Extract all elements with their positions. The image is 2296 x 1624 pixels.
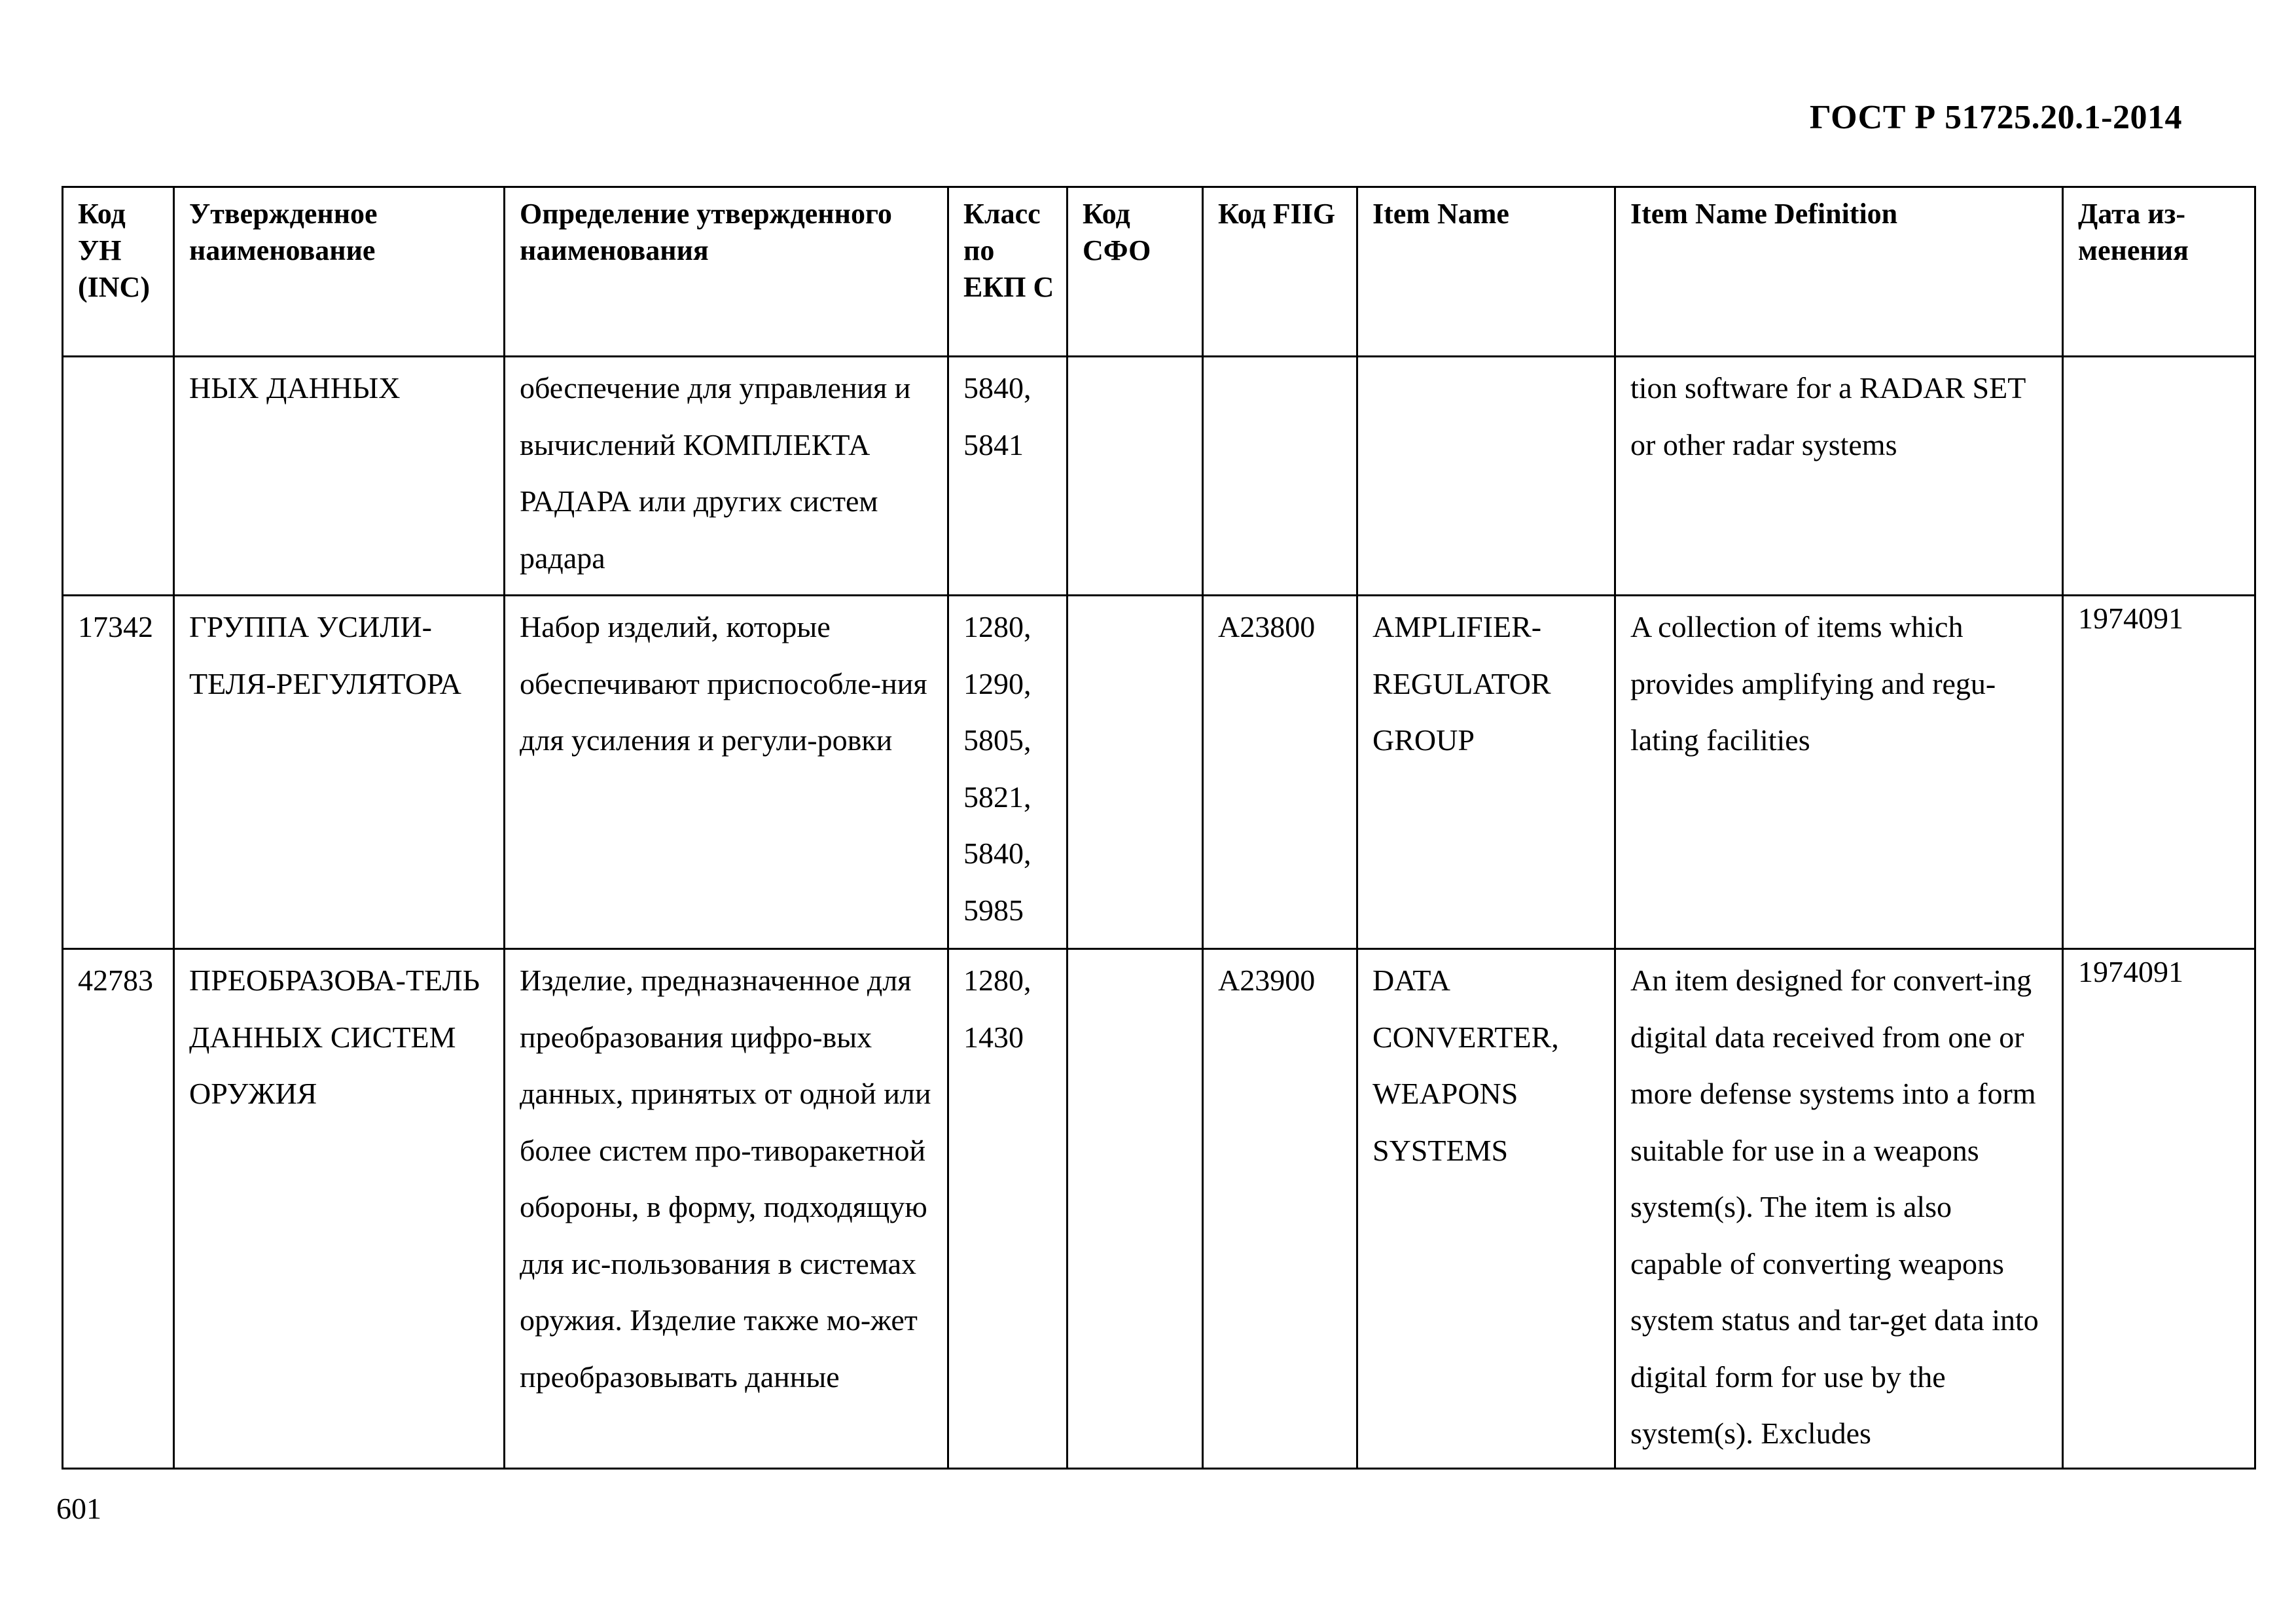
cell-fiig: A23800 [1203,596,1357,949]
column-header-inc: Код УН (INC) [63,187,174,357]
cell-item-name [1357,357,1615,596]
column-header-change-date: Дата из-менения [2063,187,2255,357]
cell-item-name-definition: tion software for a RADAR SET or other radar systems [1615,357,2063,596]
cell-item-name: AMPLIFIER-REGULATOR GROUP [1357,596,1615,949]
column-header-item-name-definition: Item Name Definition [1615,187,2063,357]
cell-class: 5840, 5841 [948,357,1067,596]
table-header-row [63,187,2255,357]
cell-inc: 17342 [63,596,174,949]
cell-item-name: DATA CONVERTER, WEAPONS SYSTEMS [1357,949,1615,1469]
cell-sfo [1067,357,1203,596]
column-header-class: Класс по ЕКП С [948,187,1067,357]
cell-item-name-definition: A collection of items which provides amplifying and regu-lating facilities [1615,596,2063,949]
table-row [63,949,2255,1469]
cell-sfo [1067,596,1203,949]
cell-class: 1280, 1430 [948,949,1067,1469]
column-header-approved-name: Утвержденное наименование [174,187,505,357]
cell-approved-name: НЫХ ДАННЫХ [174,357,505,596]
cell-inc [63,357,174,596]
cell-change-date: 1974091 [2063,949,2255,1469]
table-row [63,596,2255,949]
cell-inc: 42783 [63,949,174,1469]
cell-name-definition: Изделие, предназначенное для преобразования цифро-вых данных, принятых от одной или более систем про-тиворакетной обороны, в форму, подходящую для ис-пользования в системах оружия. Изделие также мо-жет преобразовывать данные [505,949,948,1469]
cell-item-name-definition: An item designed for convert-ing digital data received from one or more defense systems into a form suitable for use in a weapons system(s). The item is also capable of converting weapons system status and tar-get data into digital form for use by the system(s). Excludes [1615,949,2063,1469]
cell-approved-name: ПРЕОБРАЗОВА-ТЕЛЬ ДАННЫХ СИСТЕМ ОРУЖИЯ [174,949,505,1469]
nomenclature-table [62,186,2256,1470]
cell-class: 1280, 1290, 5805, 5821, 5840, 5985 [948,596,1067,949]
column-header-name-definition: Определение утвержденного наименования [505,187,948,357]
cell-name-definition: обеспечение для управления и вычислений КОМПЛЕКТА РАДАРА или других систем радара [505,357,948,596]
column-header-item-name: Item Name [1357,187,1615,357]
table-row [63,357,2255,596]
column-header-sfo: Код СФО [1067,187,1203,357]
cell-approved-name: ГРУППА УСИЛИ-ТЕЛЯ-РЕГУЛЯТОРА [174,596,505,949]
cell-change-date: 1974091 [2063,596,2255,949]
cell-fiig [1203,357,1357,596]
cell-change-date [2063,357,2255,596]
cell-fiig: A23900 [1203,949,1357,1469]
column-header-fiig: Код FIIG [1203,187,1357,357]
cell-name-definition: Набор изделий, которые обеспечивают приспособле-ния для усиления и регули-ровки [505,596,948,949]
document-standard-code: ГОСТ Р 51725.20.1-2014 [1809,99,2182,136]
page-number: 601 [56,1492,101,1525]
cell-sfo [1067,949,1203,1469]
